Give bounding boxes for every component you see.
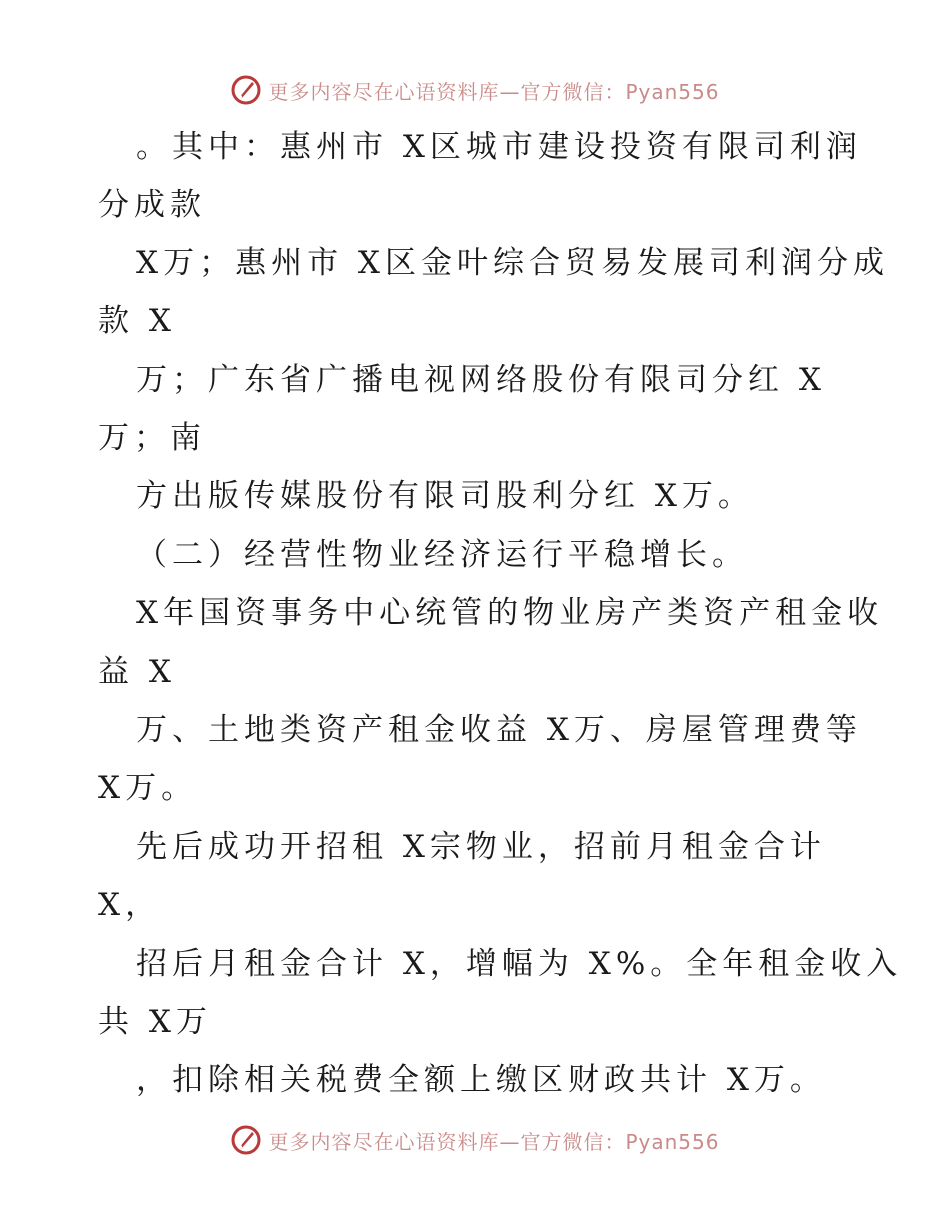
header-watermark-banner xyxy=(0,70,950,110)
text-line: X万；惠州市 X区金叶综合贸易发展司利润分成 xyxy=(136,245,889,281)
text-line: 共 X万 xyxy=(98,1004,212,1040)
watermark-text: 更多内容尽在心语资料库—官方微信：Pyan556 xyxy=(268,79,720,104)
text-line: 益 X xyxy=(98,654,176,690)
text-line: 款 X xyxy=(98,303,176,339)
text-line: X万。 xyxy=(98,770,198,806)
feather-pen-logo-icon xyxy=(230,74,262,106)
footer-watermark-banner xyxy=(0,1120,950,1160)
text-line: 万、土地类资产租金收益 X万、房屋管理费等 xyxy=(136,712,862,748)
text-line: X， xyxy=(98,887,162,923)
section-heading: （二）经营性物业经济运行平稳增长。 xyxy=(136,537,748,573)
text-line: 先后成功开招租 X宗物业，招前月租金合计 xyxy=(136,829,826,865)
text-line: 。其中：惠州市 X区城市建设投资有限司利润 xyxy=(136,129,862,165)
feather-pen-logo-icon xyxy=(230,1124,262,1156)
text-line: 万；南 xyxy=(98,420,206,456)
text-line: X年国资事务中心统管的物业房产类资产租金收 xyxy=(136,595,884,631)
watermark-text: 更多内容尽在心语资料库—官方微信：Pyan556 xyxy=(268,1129,720,1154)
text-line: 方出版传媒股份有限司股利分红 X万。 xyxy=(136,478,754,514)
text-line: ，扣除相关税费全额上缴区财政共计 X万。 xyxy=(136,1062,826,1098)
text-line: 招后月租金合计 X，增幅为 X%。全年租金收入 xyxy=(136,946,903,982)
text-line: 万；广东省广播电视网络股份有限司分红 X xyxy=(136,362,826,398)
text-line: 分成款 xyxy=(98,187,206,223)
